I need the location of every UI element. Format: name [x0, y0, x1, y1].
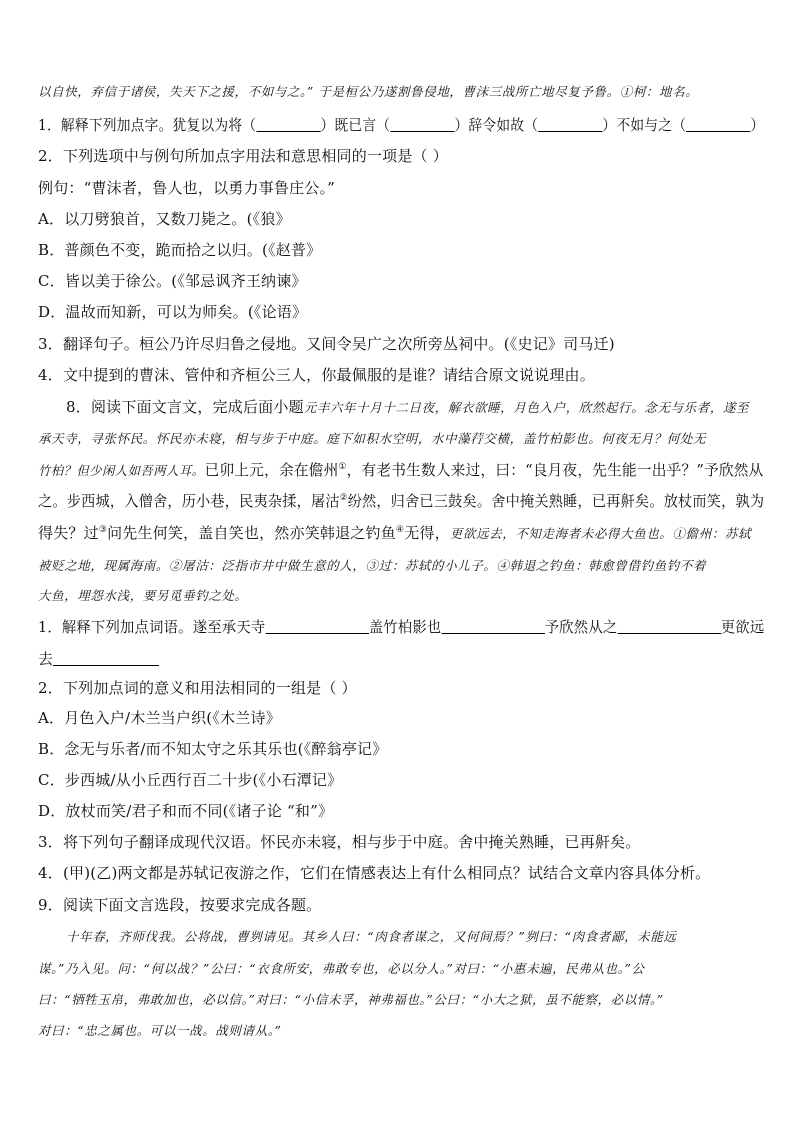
question-8-heading: 8．阅读下面文言文，完成后面小题元丰六年十月十二日夜，解衣欲睡，月色入户，欣然起行。念无与乐者，遂至 — [66, 398, 750, 416]
passage-line: 之。步西城，入僧舍，历小巷，民夷杂揉，屠沽②纷然，归舍已三鼓矣。舍中掩关熟睡，已再鼾矣。放杖而笑，孰为 — [38, 492, 765, 510]
option-d: D．温故而知新，可以为师矣。(《论语》 — [38, 303, 308, 321]
passage-line: 对曰：“忠之属也。可以一战。战则请从。” — [38, 1023, 282, 1038]
answer-blank[interactable] — [53, 651, 159, 666]
answer-blank[interactable] — [265, 619, 368, 634]
option-a: A．以刀劈狼首，又数刀毙之。(《狼》 — [38, 210, 291, 228]
answer-blank[interactable] — [686, 117, 750, 132]
passage-line: 得失？过③问先生何笑，盖自笑也，然亦笑韩退之钓鱼④无得，更欲远去，不知走海者未必得大鱼也。①儋州：苏轼 — [38, 524, 752, 542]
question-1-2: 2．下列选项中与例句所加点字用法和意思相同的一项是（ ） — [38, 147, 448, 165]
footnote-line: 被贬之地，现属海南。②屠沽：泛指市井中做生意的人，③过：苏轼的小儿子。④韩退之钓鱼：韩愈曾借钓鱼钓不着 — [38, 558, 707, 573]
passage-line: 十年春，齐师伐我。公将战，曹刿请见。其乡人曰：“肉食者谋之，又何间焉？”刿曰：“肉食者鄙，未能远 — [66, 929, 677, 944]
option-a: A．月色入户/木兰当户织(《木兰诗》 — [38, 709, 281, 727]
answer-blank[interactable] — [617, 619, 720, 634]
question-8-1: 1．解释下列加点词语。遂至承天寺 盖竹柏影也 予欣然从之 更欲远 — [38, 618, 765, 636]
question-8-3: 3．将下列句子翻译成现代汉语。怀民亦未寝，相与步于中庭。舍中掩关熟睡，已再鼾矣。 — [38, 833, 641, 851]
option-b: B．念无与乐者/而不知太守之乐其乐也(《醉翁亭记》 — [38, 740, 388, 758]
question-1-1: 1．解释下列加点字。犹复以为将（ ）既已言（ ）辞令如故（ ）不如与之（ ） — [38, 116, 765, 134]
passage-line: 谋。”乃入见。问：“何以战？”公曰：“衣食所安，弗敢专也，必以分人。”对曰：“小惠未遍，民弗从也。”公 — [38, 961, 645, 976]
option-d: D．放杖而笑/君子和而不同(《诸子论 “和”》 — [38, 802, 334, 820]
question-8-2: 2．下列加点词的意义和用法相同的一组是（ ） — [38, 679, 357, 697]
question-1-3: 3．翻译句子。桓公乃许尽归鲁之侵地。又间令吴广之次所旁丛祠中。(《史记》司马迁) — [38, 335, 615, 353]
answer-blank[interactable] — [390, 117, 454, 132]
footnote-line: 大鱼，埋怨水浅，要另觅垂钓之处。 — [38, 588, 248, 603]
question-8-1-cont: 去 — [38, 648, 159, 669]
option-c: C．步西城/从小丘西行百二十步(《小石潭记》 — [38, 771, 343, 789]
option-c: C．皆以美于徐公。(《邹忌讽齐王纳谏》 — [38, 272, 307, 290]
passage-line: 以自快，弃信于诸侯，失天下之援，不如与之。” 于是桓公乃遂割鲁侵地，曹沫三战所亡地尽复予鲁。①柯：地名。 — [38, 84, 699, 99]
question-9-heading: 9．阅读下面文言选段，按要求完成各题。 — [38, 896, 322, 914]
answer-blank[interactable] — [256, 117, 320, 132]
example-sentence: 例句：“曹沫者，鲁人也，以勇力事鲁庄公。” — [38, 179, 336, 197]
passage-line: 曰：“牺牲玉帛，弗敢加也，必以信。”对曰：“小信未孚，神弗福也。”公曰：“小大之狱，虽不能察，必以情。” — [38, 992, 664, 1007]
option-b: B．普颜色不变，跪而拾之以归。(《赵普》 — [38, 241, 322, 259]
question-1-4: 4．文中提到的曹沫、管仲和齐桓公三人，你最佩服的是谁？请结合原文说说理由。 — [38, 366, 595, 384]
answer-blank[interactable] — [538, 117, 602, 132]
passage-line: 承天寺，寻张怀民。怀民亦未寝，相与步于中庭。庭下如积水空明，水中藻荇交横，盖竹柏影也。何夜无月？何处无 — [38, 431, 707, 446]
question-8-4: 4．(甲)(乙)两文都是苏轼记夜游之作，它们在情感表达上有什么相同点？试结合文章内容具体分析。 — [38, 864, 711, 882]
passage-line: 竹柏？但少闲人如吾两人耳。已卯上元，余在儋州①，有老书生数人来过，曰：“良月夜，先生能一出乎？”予欣然从 — [38, 461, 764, 479]
answer-blank[interactable] — [441, 619, 544, 634]
